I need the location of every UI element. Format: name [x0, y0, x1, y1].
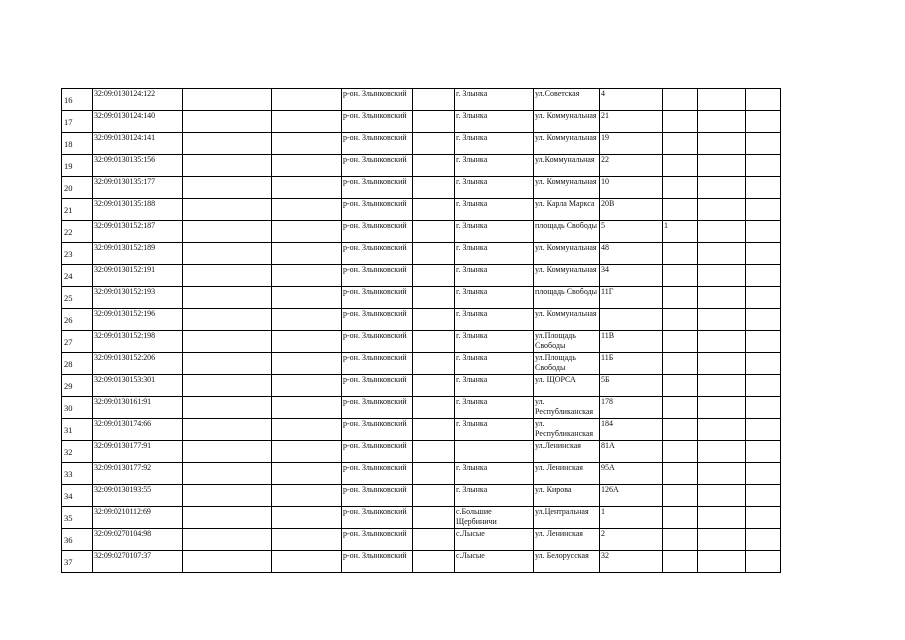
empty-cell	[698, 485, 746, 507]
empty-cell	[698, 529, 746, 551]
district-cell: р-он. Злынковский	[342, 243, 413, 265]
row-number-cell: 16	[62, 89, 93, 111]
empty-cell	[698, 221, 746, 243]
empty-cell	[183, 441, 272, 463]
street-cell: ул. Коммунальная	[534, 309, 600, 331]
empty-cell	[698, 287, 746, 309]
empty-cell	[272, 397, 342, 419]
table-row	[62, 243, 781, 265]
extra-cell	[663, 485, 698, 507]
empty-cell	[746, 133, 781, 155]
empty-cell	[746, 155, 781, 177]
empty-cell	[746, 331, 781, 353]
empty-cell	[413, 375, 455, 397]
row-number-cell: 17	[62, 111, 93, 133]
empty-cell	[272, 419, 342, 441]
empty-cell	[272, 309, 342, 331]
row-number-cell: 26	[62, 309, 93, 331]
empty-cell	[746, 89, 781, 111]
extra-cell	[663, 199, 698, 221]
table-row	[62, 397, 781, 419]
district-cell: р-он. Злынковский	[342, 133, 413, 155]
house-number-cell: 126А	[600, 485, 663, 507]
extra-cell	[663, 111, 698, 133]
cadastral-table	[61, 88, 781, 573]
empty-cell	[413, 397, 455, 419]
table-row	[62, 463, 781, 485]
house-number-cell: 178	[600, 397, 663, 419]
cadastral-number-cell: 32:09:0130177:91	[93, 441, 183, 463]
row-number-cell: 32	[62, 441, 93, 463]
cadastral-number-cell: 32:09:0130152:187	[93, 221, 183, 243]
locality-cell: г. Злынка	[455, 221, 534, 243]
empty-cell	[698, 375, 746, 397]
row-number-cell: 30	[62, 397, 93, 419]
extra-cell	[663, 375, 698, 397]
district-cell: р-он. Злынковский	[342, 265, 413, 287]
empty-cell	[413, 89, 455, 111]
row-number-cell: 19	[62, 155, 93, 177]
empty-cell	[698, 111, 746, 133]
empty-cell	[272, 375, 342, 397]
empty-cell	[183, 485, 272, 507]
street-cell: ул. Республиканская	[534, 419, 600, 441]
cadastral-number-cell: 32:09:0130124:141	[93, 133, 183, 155]
street-cell: ул. Ленинская	[534, 463, 600, 485]
empty-cell	[183, 397, 272, 419]
empty-cell	[746, 485, 781, 507]
empty-cell	[272, 485, 342, 507]
row-number-cell: 24	[62, 265, 93, 287]
empty-cell	[272, 507, 342, 529]
empty-cell	[413, 155, 455, 177]
house-number-cell	[600, 309, 663, 331]
cadastral-number-cell: 32:09:0130152:193	[93, 287, 183, 309]
empty-cell	[272, 529, 342, 551]
row-number-cell: 29	[62, 375, 93, 397]
row-number-cell: 25	[62, 287, 93, 309]
extra-cell	[663, 243, 698, 265]
district-cell: р-он. Злынковский	[342, 177, 413, 199]
district-cell: р-он. Злынковский	[342, 309, 413, 331]
table-row	[62, 353, 781, 375]
cadastral-number-cell: 32:09:0130152:189	[93, 243, 183, 265]
empty-cell	[272, 331, 342, 353]
empty-cell	[746, 353, 781, 375]
street-cell: ул. Коммунальная	[534, 177, 600, 199]
table-row	[62, 265, 781, 287]
cadastral-number-cell: 32:09:0130135:177	[93, 177, 183, 199]
empty-cell	[183, 309, 272, 331]
cadastral-number-cell: 32:09:0130161:91	[93, 397, 183, 419]
cadastral-number-cell: 32:09:0130124:122	[93, 89, 183, 111]
district-cell: р-он. Злынковский	[342, 89, 413, 111]
locality-cell: г. Злынка	[455, 155, 534, 177]
house-number-cell: 48	[600, 243, 663, 265]
empty-cell	[272, 89, 342, 111]
street-cell: ул. Республиканская	[534, 397, 600, 419]
street-cell: ул. ЩОРСА	[534, 375, 600, 397]
empty-cell	[746, 199, 781, 221]
district-cell: р-он. Злынковский	[342, 463, 413, 485]
empty-cell	[698, 353, 746, 375]
empty-cell	[183, 551, 272, 573]
empty-cell	[183, 287, 272, 309]
extra-cell	[663, 397, 698, 419]
table-row	[62, 331, 781, 353]
extra-cell	[663, 551, 698, 573]
street-cell: ул. Карла Маркса	[534, 199, 600, 221]
empty-cell	[183, 529, 272, 551]
empty-cell	[698, 265, 746, 287]
empty-cell	[183, 419, 272, 441]
house-number-cell: 81А	[600, 441, 663, 463]
table-row	[62, 177, 781, 199]
row-number-cell: 33	[62, 463, 93, 485]
extra-cell	[663, 155, 698, 177]
house-number-cell: 19	[600, 133, 663, 155]
house-number-cell: 10	[600, 177, 663, 199]
district-cell: р-он. Злынковский	[342, 331, 413, 353]
empty-cell	[698, 89, 746, 111]
extra-cell	[663, 353, 698, 375]
empty-cell	[413, 221, 455, 243]
locality-cell: г. Злынка	[455, 133, 534, 155]
empty-cell	[183, 507, 272, 529]
street-cell: ул. Белорусская	[534, 551, 600, 573]
street-cell: ул. Коммунальная	[534, 243, 600, 265]
row-number-cell: 27	[62, 331, 93, 353]
district-cell: р-он. Злынковский	[342, 155, 413, 177]
empty-cell	[413, 287, 455, 309]
row-number-cell: 18	[62, 133, 93, 155]
cadastral-number-cell: 32:09:0130153:301	[93, 375, 183, 397]
cadastral-number-cell: 32:09:0270104:98	[93, 529, 183, 551]
street-cell: ул. Ленинская	[534, 529, 600, 551]
empty-cell	[413, 199, 455, 221]
house-number-cell: 4	[600, 89, 663, 111]
empty-cell	[183, 243, 272, 265]
empty-cell	[272, 199, 342, 221]
locality-cell: г. Злынка	[455, 177, 534, 199]
empty-cell	[698, 133, 746, 155]
table-row	[62, 309, 781, 331]
street-cell: ул.Площадь Свободы	[534, 353, 600, 375]
empty-cell	[272, 287, 342, 309]
empty-cell	[413, 309, 455, 331]
house-number-cell: 11Б	[600, 353, 663, 375]
table-row	[62, 419, 781, 441]
empty-cell	[413, 485, 455, 507]
empty-cell	[698, 463, 746, 485]
row-number-cell: 22	[62, 221, 93, 243]
empty-cell	[698, 441, 746, 463]
empty-cell	[272, 111, 342, 133]
empty-cell	[413, 353, 455, 375]
locality-cell: г. Злынка	[455, 111, 534, 133]
cadastral-number-cell: 32:09:0130177:92	[93, 463, 183, 485]
cadastral-number-cell: 32:09:0130135:156	[93, 155, 183, 177]
empty-cell	[183, 199, 272, 221]
cadastral-number-cell: 32:09:0130135:188	[93, 199, 183, 221]
locality-cell: г. Злынка	[455, 375, 534, 397]
house-number-cell: 11В	[600, 331, 663, 353]
street-cell: площадь Свободы	[534, 221, 600, 243]
empty-cell	[746, 397, 781, 419]
house-number-cell: 32	[600, 551, 663, 573]
table-row	[62, 221, 781, 243]
empty-cell	[413, 177, 455, 199]
street-cell: ул. Кирова	[534, 485, 600, 507]
empty-cell	[413, 243, 455, 265]
district-cell: р-он. Злынковский	[342, 397, 413, 419]
table-row	[62, 507, 781, 529]
cadastral-number-cell: 32:09:0130152:206	[93, 353, 183, 375]
district-cell: р-он. Злынковский	[342, 441, 413, 463]
house-number-cell: 22	[600, 155, 663, 177]
empty-cell	[746, 309, 781, 331]
locality-cell: с.Лысые	[455, 551, 534, 573]
empty-cell	[272, 463, 342, 485]
extra-cell	[663, 463, 698, 485]
empty-cell	[746, 463, 781, 485]
street-cell: ул. Коммунальная	[534, 111, 600, 133]
locality-cell: г. Злынка	[455, 397, 534, 419]
empty-cell	[746, 507, 781, 529]
row-number-cell: 34	[62, 485, 93, 507]
locality-cell: г. Злынка	[455, 287, 534, 309]
street-cell: ул.Ленинская	[534, 441, 600, 463]
locality-cell: г. Злынка	[455, 485, 534, 507]
empty-cell	[746, 265, 781, 287]
empty-cell	[698, 551, 746, 573]
street-cell: площадь Свободы	[534, 287, 600, 309]
empty-cell	[698, 419, 746, 441]
street-cell: ул. Коммунальная	[534, 133, 600, 155]
empty-cell	[746, 441, 781, 463]
row-number-cell: 20	[62, 177, 93, 199]
empty-cell	[272, 133, 342, 155]
empty-cell	[183, 221, 272, 243]
empty-cell	[698, 155, 746, 177]
district-cell: р-он. Злынковский	[342, 199, 413, 221]
cadastral-number-cell: 32:09:0130152:191	[93, 265, 183, 287]
locality-cell: г. Злынка	[455, 353, 534, 375]
house-number-cell: 2	[600, 529, 663, 551]
district-cell: р-он. Злынковский	[342, 529, 413, 551]
cadastral-number-cell: 32:09:0210112:69	[93, 507, 183, 529]
locality-cell: с.Лысые	[455, 529, 534, 551]
cadastral-number-cell: 32:09:0130152:198	[93, 331, 183, 353]
empty-cell	[413, 551, 455, 573]
empty-cell	[698, 243, 746, 265]
district-cell: р-он. Злынковский	[342, 485, 413, 507]
cadastral-number-cell: 32:09:0130124:140	[93, 111, 183, 133]
house-number-cell: 11Г	[600, 287, 663, 309]
table-row	[62, 375, 781, 397]
extra-cell: 1	[663, 221, 698, 243]
empty-cell	[272, 551, 342, 573]
empty-cell	[746, 243, 781, 265]
extra-cell	[663, 265, 698, 287]
district-cell: р-он. Злынковский	[342, 375, 413, 397]
row-number-cell: 36	[62, 529, 93, 551]
table-row	[62, 111, 781, 133]
empty-cell	[272, 353, 342, 375]
empty-cell	[272, 221, 342, 243]
street-cell: ул. Коммунальная	[534, 265, 600, 287]
locality-cell: г. Злынка	[455, 89, 534, 111]
empty-cell	[746, 375, 781, 397]
extra-cell	[663, 529, 698, 551]
empty-cell	[183, 155, 272, 177]
empty-cell	[413, 265, 455, 287]
district-cell: р-он. Злынковский	[342, 507, 413, 529]
extra-cell	[663, 507, 698, 529]
extra-cell	[663, 419, 698, 441]
empty-cell	[272, 177, 342, 199]
empty-cell	[413, 463, 455, 485]
empty-cell	[413, 331, 455, 353]
table-row	[62, 155, 781, 177]
extra-cell	[663, 89, 698, 111]
empty-cell	[746, 529, 781, 551]
empty-cell	[272, 155, 342, 177]
house-number-cell: 95А	[600, 463, 663, 485]
extra-cell	[663, 177, 698, 199]
extra-cell	[663, 309, 698, 331]
house-number-cell: 21	[600, 111, 663, 133]
locality-cell: г. Злынка	[455, 309, 534, 331]
district-cell: р-он. Злынковский	[342, 551, 413, 573]
empty-cell	[746, 221, 781, 243]
empty-cell	[413, 441, 455, 463]
empty-cell	[698, 397, 746, 419]
empty-cell	[183, 111, 272, 133]
house-number-cell: 20В	[600, 199, 663, 221]
district-cell: р-он. Злынковский	[342, 287, 413, 309]
extra-cell	[663, 331, 698, 353]
table-row	[62, 89, 781, 111]
empty-cell	[413, 133, 455, 155]
row-number-cell: 28	[62, 353, 93, 375]
empty-cell	[183, 89, 272, 111]
empty-cell	[183, 265, 272, 287]
cadastral-number-cell: 32:09:0130193:55	[93, 485, 183, 507]
house-number-cell: 34	[600, 265, 663, 287]
empty-cell	[698, 507, 746, 529]
house-number-cell: 184	[600, 419, 663, 441]
district-cell: р-он. Злынковский	[342, 353, 413, 375]
locality-cell: г. Злынка	[455, 463, 534, 485]
empty-cell	[183, 375, 272, 397]
cadastral-number-cell: 32:09:0270107:37	[93, 551, 183, 573]
street-cell: ул.Советская	[534, 89, 600, 111]
row-number-cell: 31	[62, 419, 93, 441]
empty-cell	[272, 441, 342, 463]
locality-cell	[455, 441, 534, 463]
empty-cell	[413, 111, 455, 133]
empty-cell	[746, 287, 781, 309]
empty-cell	[698, 199, 746, 221]
empty-cell	[272, 265, 342, 287]
street-cell: ул.Центральная	[534, 507, 600, 529]
table-row	[62, 287, 781, 309]
house-number-cell: 1	[600, 507, 663, 529]
house-number-cell: 5Б	[600, 375, 663, 397]
empty-cell	[746, 111, 781, 133]
table-row	[62, 441, 781, 463]
house-number-cell: 5	[600, 221, 663, 243]
locality-cell: с.Большие Щербиничи	[455, 507, 534, 529]
empty-cell	[183, 463, 272, 485]
locality-cell: г. Злынка	[455, 331, 534, 353]
empty-cell	[183, 177, 272, 199]
table-row	[62, 485, 781, 507]
empty-cell	[698, 331, 746, 353]
empty-cell	[746, 419, 781, 441]
empty-cell	[746, 551, 781, 573]
locality-cell: г. Злынка	[455, 419, 534, 441]
row-number-cell: 37	[62, 551, 93, 573]
district-cell: р-он. Злынковский	[342, 419, 413, 441]
table-row	[62, 551, 781, 573]
street-cell: ул.Коммунальная	[534, 155, 600, 177]
empty-cell	[746, 177, 781, 199]
table-body	[62, 89, 781, 573]
table-row	[62, 199, 781, 221]
empty-cell	[698, 177, 746, 199]
empty-cell	[413, 419, 455, 441]
locality-cell: г. Злынка	[455, 243, 534, 265]
locality-cell: г. Злынка	[455, 265, 534, 287]
row-number-cell: 35	[62, 507, 93, 529]
row-number-cell: 21	[62, 199, 93, 221]
empty-cell	[183, 353, 272, 375]
empty-cell	[183, 133, 272, 155]
empty-cell	[413, 529, 455, 551]
street-cell: ул.Площадь Свободы	[534, 331, 600, 353]
cadastral-number-cell: 32:09:0130174:66	[93, 419, 183, 441]
extra-cell	[663, 287, 698, 309]
extra-cell	[663, 441, 698, 463]
table-row	[62, 529, 781, 551]
empty-cell	[698, 309, 746, 331]
district-cell: р-он. Злынковский	[342, 111, 413, 133]
extra-cell	[663, 133, 698, 155]
empty-cell	[413, 507, 455, 529]
row-number-cell: 23	[62, 243, 93, 265]
locality-cell: г. Злынка	[455, 199, 534, 221]
empty-cell	[183, 331, 272, 353]
district-cell: р-он. Злынковский	[342, 221, 413, 243]
table-row	[62, 133, 781, 155]
cadastral-number-cell: 32:09:0130152:196	[93, 309, 183, 331]
empty-cell	[272, 243, 342, 265]
